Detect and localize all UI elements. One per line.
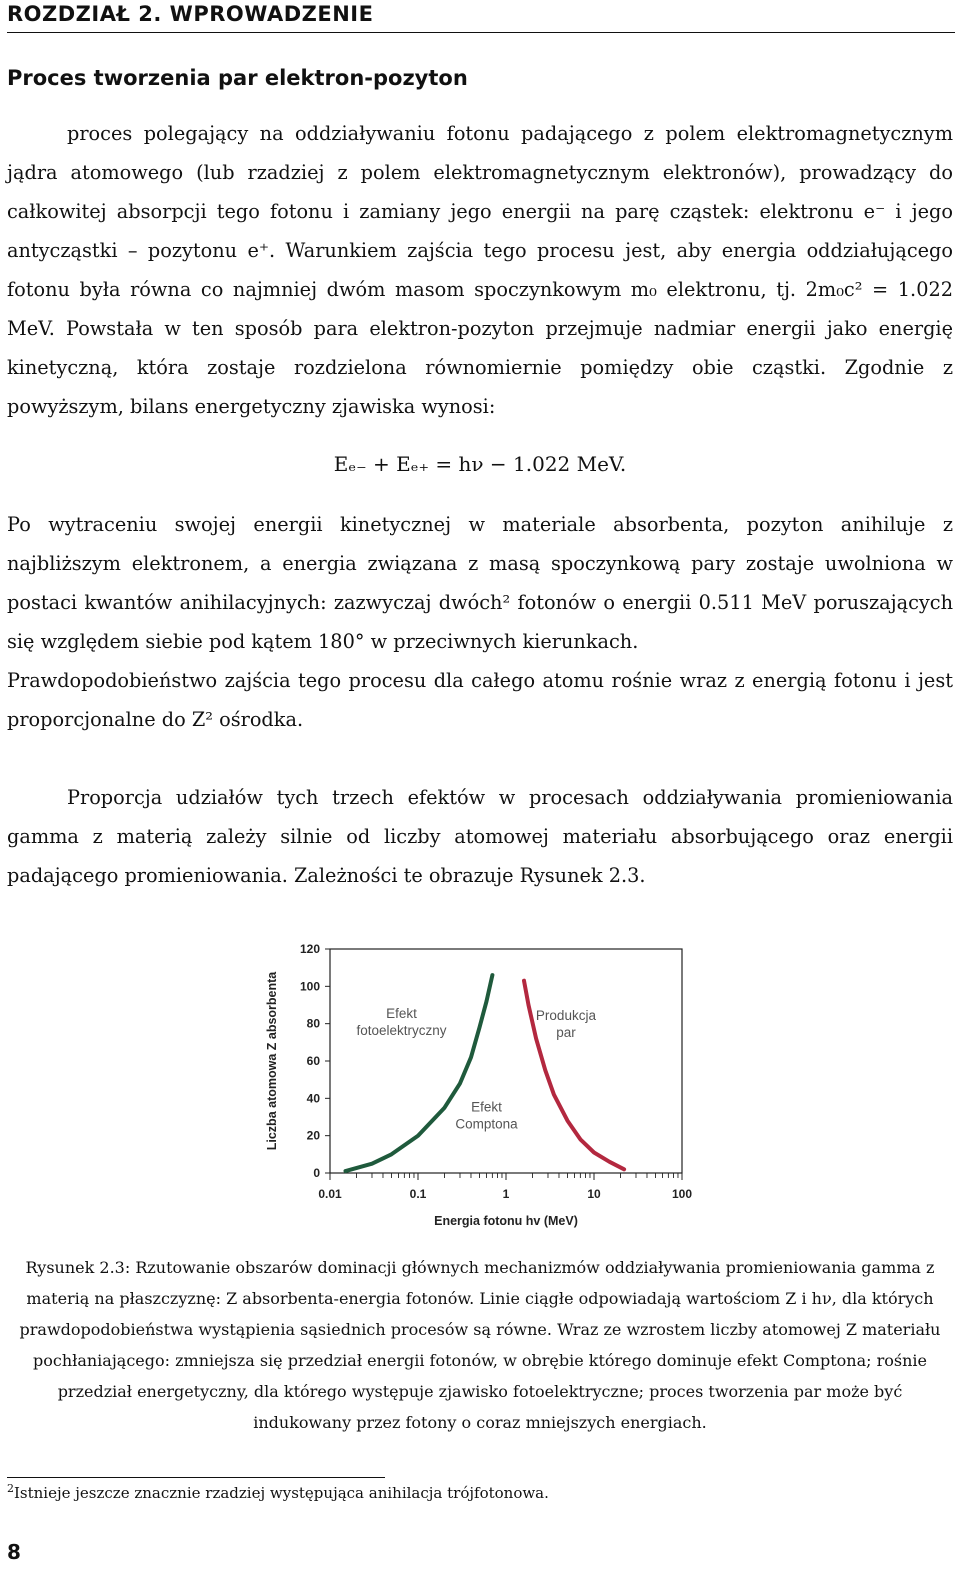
paragraph-pair-production: proces polegający na oddziaływaniu fotonu padającego z polem elektromagnetycznym jądra atomowego (lub rzadziej z polem elektromagnetycznym elektronów), prowadzący do całkowitej absorpcji tego fotonu i zamiany jego energii na parę cząstek: elektronu e⁻ i jego antycząstki – pozytonu e⁺. Warunkiem zajścia tego procesu jest, aby energia oddziałującego fotonu była równa co najmniej dwóm masom spoczynkowym m₀ elektronu, tj. 2m₀c² = 1.022 MeV. Powstała w ten sposób para elektron-pozyton przejmuje nadmiar energii jako energię kinetyczną, która zostaje rozdzielona równomiernie pomiędzy obie cząstki. Zgodnie z powyższym, bilans energetyczny zjawiska wynosi: <box>7 122 953 418</box>
footnote-text: Istnieje jeszcze znacznie rzadziej występująca anihilacja trójfotonowa. <box>14 1484 549 1502</box>
x-tick-label: 10 <box>587 1187 601 1201</box>
x-axis-label: Energia fotonu hv (MeV) <box>434 1214 578 1228</box>
x-tick-label: 0.01 <box>318 1187 342 1201</box>
pair-production-region-label: Produkcja <box>535 1007 596 1023</box>
footnote <box>7 1484 549 1502</box>
x-tick-label: 0.1 <box>409 1187 427 1201</box>
paragraph-annihilation: Po wytraceniu swojej energii kinetycznej w materiale absorbenta, pozyton anihiluje z najbliższym elektronem, a energia związana z masą spoczynkową pary zostaje uwolniona w postaci kwantów anihilacyjnych: zazwyczaj dwóch² fotonów o energii 0.511 MeV poruszających się względem siebie pod kątem 180° w przeciwnych kierunkach. <box>7 513 953 653</box>
y-tick-label: 0 <box>313 1166 320 1180</box>
y-tick-label: 60 <box>306 1054 320 1068</box>
pair-production-region-label: par <box>556 1024 576 1040</box>
footnote-mark: 2 <box>7 1482 14 1495</box>
running-header <box>7 2 955 33</box>
photoelectric-region-label: fotoelektryczny <box>356 1023 447 1039</box>
y-tick-label: 80 <box>306 1016 320 1031</box>
photoelectric-compton-boundary <box>346 975 493 1171</box>
y-tick-label: 100 <box>299 979 320 994</box>
compton-region-label: Efekt <box>471 1099 502 1115</box>
page-number: 8 <box>7 1540 21 1564</box>
y-tick-label: 40 <box>306 1091 320 1106</box>
figure-caption: Rysunek 2.3: Rzutowanie obszarów dominacji głównych mechanizmów oddziaływania promieniowania gamma z materią na płaszczyznę: Z absorbenta-energia fotonów. Linie ciągłe odpowiadają wartościom Z i hν, dla których prawdopodobieństwa wystąpienia sąsiednich procesów są równe. Wraz ze wzrostem liczby atomowej Z materiału pochłaniającego: zmniejsza się przedział energii fotonów, w obrębie którego dominuje efekt Comptona; rośnie przedział energetyczny, dla którego występuje zjawisko fotoelektryczne; proces tworzenia par może być indukowany przez fotony o coraz mniejszych energiach. <box>19 1258 941 1432</box>
paragraph-probability: Prawdopodobieństwo zajścia tego procesu dla całego atomu rośnie wraz z energią fotonu i jest proporcjonalne do Z² ośrodka. <box>7 669 953 731</box>
footnote-rule <box>7 1477 385 1478</box>
y-tick-label: 120 <box>299 942 320 956</box>
interaction-dominance-chart <box>250 935 710 1235</box>
x-tick-label: 1 <box>502 1187 510 1201</box>
chapter-title: ROZDZIAŁ 2. WPROWADZENIE <box>7 2 374 26</box>
section-title: Proces tworzenia par elektron-pozyton <box>7 66 468 90</box>
photoelectric-region-label: Efekt <box>386 1006 417 1022</box>
x-tick-label: 100 <box>671 1187 693 1201</box>
energy-balance-equation: Eₑ₋ + Eₑ₊ = hν − 1.022 MeV. <box>333 452 627 476</box>
y-tick-label: 20 <box>306 1128 320 1143</box>
paragraph-proportion: Proporcja udziałów tych trzech efektów w procesach oddziaływania promieniowania gamma z materią zależy silnie od liczby atomowej materiału absorbującego oraz energii padającego promieniowania. Zależności te obrazuje Rysunek 2.3. <box>7 786 953 887</box>
plot-frame <box>330 949 682 1173</box>
y-axis-label: Liczba atomowa Z absorbenta <box>265 971 279 1151</box>
compton-region-label: Comptona <box>455 1116 518 1132</box>
